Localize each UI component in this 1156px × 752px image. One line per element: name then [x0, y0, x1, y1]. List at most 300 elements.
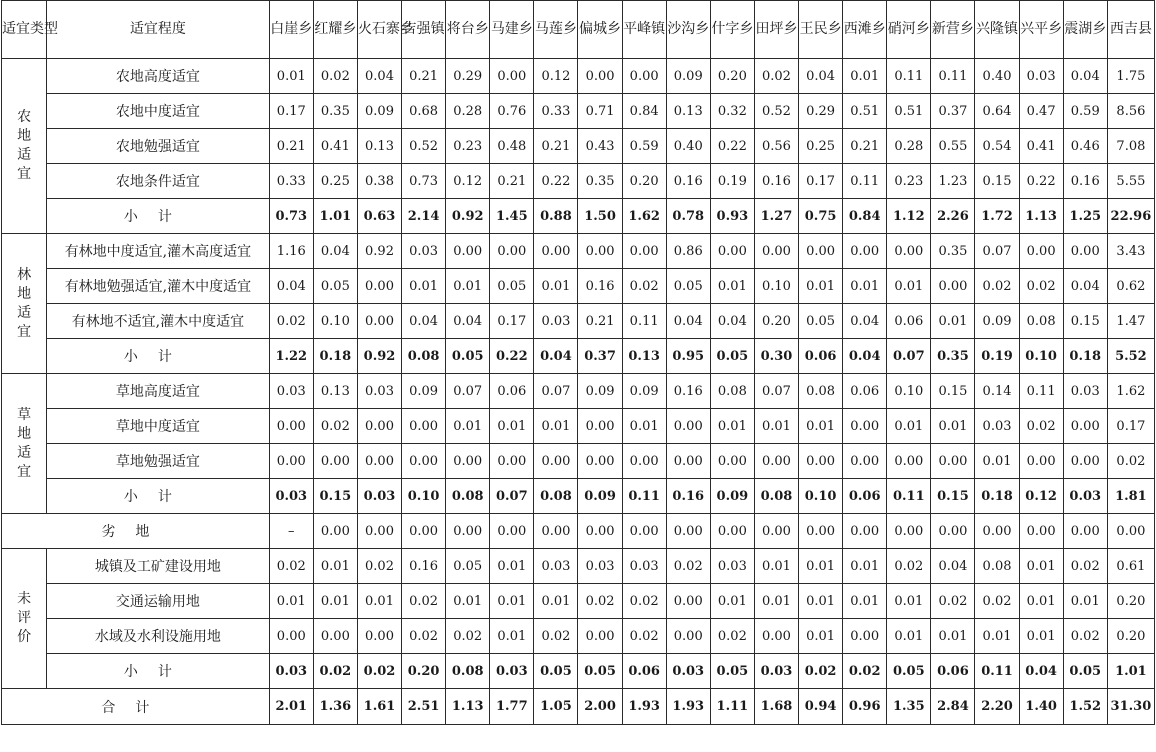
value-cell: 0.84 [622, 94, 666, 129]
value-cell: 0.02 [975, 584, 1019, 619]
value-cell: 7.08 [1107, 129, 1154, 164]
value-cell: 0.09 [710, 479, 754, 514]
value-cell: 0.33 [534, 94, 578, 129]
value-cell: 0.10 [887, 374, 931, 409]
level-label: 农地勉强适宜 [47, 129, 270, 164]
value-cell: 0.02 [931, 584, 975, 619]
value-cell: 0.02 [666, 549, 710, 584]
value-cell: 0.02 [975, 269, 1019, 304]
subtotal-label-text: 小计 [123, 349, 192, 365]
value-cell: 0.22 [490, 339, 534, 374]
value-cell: 0.95 [666, 339, 710, 374]
value-cell: 0.54 [975, 129, 1019, 164]
value-cell: 0.01 [887, 409, 931, 444]
value-cell: 0.17 [490, 304, 534, 339]
value-cell: 0.37 [931, 94, 975, 129]
value-cell: 0.00 [1019, 234, 1063, 269]
value-cell: 0.00 [666, 584, 710, 619]
value-cell: 0.01 [622, 409, 666, 444]
town-header: 王民乡 [799, 1, 843, 59]
value-cell: 0.00 [666, 409, 710, 444]
value-cell: 1.01 [1107, 654, 1154, 689]
value-cell: 0.00 [1019, 514, 1063, 549]
value-cell: 0.04 [843, 304, 887, 339]
value-cell: 0.76 [490, 94, 534, 129]
value-cell: 0.03 [666, 654, 710, 689]
type-label [2, 549, 47, 689]
value-cell: 1.36 [313, 689, 357, 725]
value-cell: 0.02 [799, 654, 843, 689]
value-cell: 0.61 [1107, 549, 1154, 584]
value-cell: 0.10 [799, 479, 843, 514]
value-cell: 0.13 [357, 129, 401, 164]
value-cell: 0.00 [843, 514, 887, 549]
level-label: 有林地勉强适宜,灌木中度适宜 [47, 269, 270, 304]
value-cell: 0.01 [975, 444, 1019, 479]
value-cell: 0.21 [534, 129, 578, 164]
subtotal-row [2, 339, 1155, 374]
inferior-row [2, 514, 1155, 549]
value-cell: 0.04 [313, 234, 357, 269]
value-cell: 0.02 [313, 654, 357, 689]
table-row [2, 584, 1155, 619]
value-cell: 0.08 [446, 479, 490, 514]
level-label: 水域及水利设施用地 [47, 619, 270, 654]
town-header: 白崖乡 [269, 1, 313, 59]
value-cell: 0.10 [1019, 339, 1063, 374]
value-cell: 0.96 [843, 689, 887, 725]
value-cell: 0.04 [666, 304, 710, 339]
value-cell: 0.35 [931, 339, 975, 374]
value-cell: 0.01 [313, 549, 357, 584]
value-cell: 0.04 [1063, 269, 1107, 304]
value-cell: 0.05 [490, 269, 534, 304]
value-cell: 0.00 [1063, 444, 1107, 479]
table-body [2, 59, 1155, 725]
value-cell: 0.00 [799, 514, 843, 549]
value-cell: 0.03 [1063, 479, 1107, 514]
value-cell: 0.03 [269, 479, 313, 514]
value-cell: 0.18 [975, 479, 1019, 514]
town-header: 将台乡 [446, 1, 490, 59]
town-header: 平峰镇 [622, 1, 666, 59]
value-cell: 0.11 [931, 59, 975, 94]
value-cell: 0.07 [975, 234, 1019, 269]
value-cell: 1.47 [1107, 304, 1154, 339]
value-cell: 0.01 [710, 269, 754, 304]
table-row [2, 444, 1155, 479]
value-cell: 0.00 [843, 444, 887, 479]
value-cell: 0.00 [666, 444, 710, 479]
value-cell: 1.25 [1063, 199, 1107, 234]
value-cell: 0.01 [1019, 549, 1063, 584]
value-cell: 0.00 [710, 234, 754, 269]
value-cell: 0.00 [357, 514, 401, 549]
value-cell: 0.41 [1019, 129, 1063, 164]
value-cell: 1.16 [269, 234, 313, 269]
value-cell: 0.22 [1019, 164, 1063, 199]
value-cell: 0.21 [490, 164, 534, 199]
value-cell: 0.03 [622, 549, 666, 584]
value-cell: 0.11 [1019, 374, 1063, 409]
value-cell: 0.00 [402, 444, 446, 479]
value-cell: 0.01 [1019, 619, 1063, 654]
subtotal-label [47, 479, 270, 514]
value-cell: 0.01 [887, 619, 931, 654]
value-cell: 0.15 [931, 374, 975, 409]
value-cell: 0.01 [799, 409, 843, 444]
value-cell: 0.00 [313, 619, 357, 654]
level-label: 草地高度适宜 [47, 374, 270, 409]
value-cell: 0.01 [843, 59, 887, 94]
table-row [2, 619, 1155, 654]
value-cell: 0.88 [534, 199, 578, 234]
value-cell: 0.04 [357, 59, 401, 94]
total-label [2, 689, 270, 725]
value-cell: 0.09 [578, 479, 622, 514]
value-cell: 0.00 [578, 234, 622, 269]
value-cell: 0.01 [710, 584, 754, 619]
value-cell: 0.52 [754, 94, 798, 129]
value-cell: 0.04 [799, 59, 843, 94]
value-cell: 0.00 [975, 514, 1019, 549]
value-cell: 1.61 [357, 689, 401, 725]
suitability-table [1, 0, 1155, 725]
subtotal-label-text: 小计 [123, 209, 192, 225]
value-cell: 1.68 [754, 689, 798, 725]
value-cell: – [269, 514, 313, 549]
value-cell: 0.33 [269, 164, 313, 199]
value-cell: 0.01 [446, 269, 490, 304]
value-cell: 0.35 [931, 234, 975, 269]
subtotal-row [2, 199, 1155, 234]
value-cell: 0.06 [622, 654, 666, 689]
value-cell: 0.01 [269, 59, 313, 94]
value-cell: 0.11 [622, 304, 666, 339]
town-header: 偏城乡 [578, 1, 622, 59]
value-cell: 0.02 [710, 619, 754, 654]
value-cell: 0.00 [1063, 514, 1107, 549]
value-cell: 0.00 [622, 59, 666, 94]
value-cell: 0.05 [446, 549, 490, 584]
value-cell: 1.93 [622, 689, 666, 725]
value-cell: 2.14 [402, 199, 446, 234]
value-cell: 0.40 [666, 129, 710, 164]
subtotal-row [2, 479, 1155, 514]
value-cell: 1.52 [1063, 689, 1107, 725]
value-cell: 0.13 [666, 94, 710, 129]
value-cell: 0.00 [887, 234, 931, 269]
value-cell: 0.63 [357, 199, 401, 234]
level-label: 有林地不适宜,灌木中度适宜 [47, 304, 270, 339]
value-cell: 0.18 [1063, 339, 1107, 374]
value-cell: 0.02 [402, 619, 446, 654]
value-cell: 22.96 [1107, 199, 1154, 234]
value-cell: 0.09 [666, 59, 710, 94]
value-cell: 0.02 [843, 654, 887, 689]
value-cell: 0.40 [975, 59, 1019, 94]
value-cell: 1.22 [269, 339, 313, 374]
value-cell: 0.51 [887, 94, 931, 129]
town-header: 火石寨乡 [357, 1, 401, 59]
value-cell: 0.23 [446, 129, 490, 164]
value-cell: 1.11 [710, 689, 754, 725]
value-cell: 0.03 [534, 549, 578, 584]
value-cell: 0.21 [843, 129, 887, 164]
table-row [2, 304, 1155, 339]
value-cell: 0.00 [534, 234, 578, 269]
town-header: 马建乡 [490, 1, 534, 59]
value-cell: 0.32 [710, 94, 754, 129]
value-cell: 0.02 [313, 59, 357, 94]
value-cell: 0.00 [754, 444, 798, 479]
value-cell: 0.05 [887, 654, 931, 689]
value-cell: 0.35 [578, 164, 622, 199]
value-cell: 0.11 [622, 479, 666, 514]
value-cell: 0.11 [975, 654, 1019, 689]
value-cell: 0.00 [357, 444, 401, 479]
value-cell: 0.01 [799, 549, 843, 584]
value-cell: 0.01 [931, 409, 975, 444]
value-cell: 0.03 [1019, 59, 1063, 94]
value-cell: 0.01 [710, 409, 754, 444]
value-cell: 0.62 [1107, 269, 1154, 304]
value-cell: 0.92 [357, 339, 401, 374]
value-cell: 0.93 [710, 199, 754, 234]
value-cell: 0.06 [799, 339, 843, 374]
value-cell: 0.02 [622, 269, 666, 304]
value-cell: 0.19 [975, 339, 1019, 374]
total-row [2, 689, 1155, 725]
town-header: 新营乡 [931, 1, 975, 59]
value-cell: 0.29 [799, 94, 843, 129]
value-cell: 0.41 [313, 129, 357, 164]
value-cell: 0.35 [313, 94, 357, 129]
value-cell: 1.13 [446, 689, 490, 725]
value-cell: 5.55 [1107, 164, 1154, 199]
value-cell: 0.00 [887, 444, 931, 479]
value-cell: 1.12 [887, 199, 931, 234]
value-cell: 0.00 [357, 409, 401, 444]
value-cell: 0.05 [710, 339, 754, 374]
value-cell: 0.00 [402, 514, 446, 549]
value-cell: 1.93 [666, 689, 710, 725]
value-cell: 0.02 [1107, 444, 1154, 479]
value-cell: 0.00 [490, 234, 534, 269]
subtotal-label-text: 小计 [123, 489, 192, 505]
value-cell: 0.00 [754, 514, 798, 549]
town-header: 兴平乡 [1019, 1, 1063, 59]
value-cell: 0.00 [313, 514, 357, 549]
value-cell: 0.55 [931, 129, 975, 164]
value-cell: 0.01 [843, 584, 887, 619]
value-cell: 0.05 [578, 654, 622, 689]
value-cell: 0.64 [975, 94, 1019, 129]
value-cell: 0.21 [578, 304, 622, 339]
value-cell: 0.73 [269, 199, 313, 234]
value-cell: 0.12 [534, 59, 578, 94]
value-cell: 0.25 [799, 129, 843, 164]
value-cell: 0.01 [402, 269, 446, 304]
value-cell: 1.23 [931, 164, 975, 199]
value-cell: 0.00 [578, 619, 622, 654]
value-cell: 1.13 [1019, 199, 1063, 234]
table-row [2, 94, 1155, 129]
value-cell: 1.01 [313, 199, 357, 234]
value-cell: 0.48 [490, 129, 534, 164]
value-cell: 0.05 [1063, 654, 1107, 689]
value-cell: 0.71 [578, 94, 622, 129]
town-header: 西滩乡 [843, 1, 887, 59]
value-cell: 0.01 [931, 304, 975, 339]
value-cell: 2.00 [578, 689, 622, 725]
value-cell: 0.00 [931, 269, 975, 304]
value-cell: 0.00 [446, 234, 490, 269]
value-cell: 0.03 [269, 374, 313, 409]
value-cell: 0.02 [1019, 409, 1063, 444]
value-cell: 2.26 [931, 199, 975, 234]
value-cell: 0.84 [843, 199, 887, 234]
value-cell: 0.03 [578, 549, 622, 584]
value-cell: 0.75 [799, 199, 843, 234]
value-cell: 0.01 [1019, 584, 1063, 619]
value-cell: 0.17 [269, 94, 313, 129]
level-label: 交通运输用地 [47, 584, 270, 619]
value-cell: 0.00 [843, 619, 887, 654]
value-cell: 1.81 [1107, 479, 1154, 514]
type-label [2, 59, 47, 234]
value-cell: 0.01 [534, 584, 578, 619]
value-cell: 0.01 [490, 409, 534, 444]
subtotal-label [47, 654, 270, 689]
value-cell: 0.03 [710, 549, 754, 584]
value-cell: 0.06 [843, 479, 887, 514]
value-cell: 0.02 [357, 654, 401, 689]
value-cell: 0.16 [754, 164, 798, 199]
value-cell: 1.62 [1107, 374, 1154, 409]
value-cell: 0.01 [490, 549, 534, 584]
value-cell: 0.08 [402, 339, 446, 374]
value-cell: 0.20 [1107, 619, 1154, 654]
value-cell: 0.16 [666, 479, 710, 514]
type-label-text: 林地适宜 [17, 266, 32, 340]
value-cell: 0.00 [578, 59, 622, 94]
value-cell: 0.56 [754, 129, 798, 164]
value-cell: 0.01 [799, 584, 843, 619]
value-cell: 0.00 [1107, 514, 1154, 549]
type-label-text: 农地适宜 [17, 109, 32, 182]
value-cell: 0.01 [754, 584, 798, 619]
value-cell: 0.16 [402, 549, 446, 584]
value-cell: 0.03 [357, 374, 401, 409]
value-cell: 0.00 [666, 514, 710, 549]
value-cell: 0.01 [754, 549, 798, 584]
value-cell: 0.15 [931, 479, 975, 514]
town-header: 红耀乡 [313, 1, 357, 59]
value-cell: 0.00 [622, 444, 666, 479]
table-row [2, 164, 1155, 199]
town-header: 什字乡 [710, 1, 754, 59]
value-cell: 0.59 [1063, 94, 1107, 129]
value-cell: 0.22 [710, 129, 754, 164]
value-cell: 0.02 [887, 549, 931, 584]
value-cell: 0.02 [269, 549, 313, 584]
value-cell: 0.00 [490, 59, 534, 94]
value-cell: 0.01 [799, 619, 843, 654]
value-cell: 0.00 [710, 514, 754, 549]
value-cell: 0.02 [446, 619, 490, 654]
value-cell: 0.01 [843, 269, 887, 304]
town-header: 马莲乡 [534, 1, 578, 59]
value-cell: 0.23 [887, 164, 931, 199]
value-cell: 1.05 [534, 689, 578, 725]
value-cell: 0.00 [931, 514, 975, 549]
value-cell: 0.04 [1063, 59, 1107, 94]
value-cell: 0.20 [622, 164, 666, 199]
value-cell: 0.08 [754, 479, 798, 514]
value-cell: 0.10 [402, 479, 446, 514]
value-cell: 0.03 [975, 409, 1019, 444]
value-cell: 0.14 [975, 374, 1019, 409]
value-cell: 0.00 [446, 444, 490, 479]
value-cell: 0.01 [754, 409, 798, 444]
value-cell: 0.00 [843, 409, 887, 444]
value-cell: 1.45 [490, 199, 534, 234]
value-cell: 0.30 [754, 339, 798, 374]
inferior-label-text: 劣地 [101, 524, 170, 540]
value-cell: 0.03 [357, 479, 401, 514]
value-cell: 0.02 [357, 549, 401, 584]
value-cell: 0.03 [402, 234, 446, 269]
value-cell: 3.43 [1107, 234, 1154, 269]
value-cell: 0.25 [313, 164, 357, 199]
value-cell: 0.05 [446, 339, 490, 374]
value-cell: 0.17 [1107, 409, 1154, 444]
value-cell: 0.07 [887, 339, 931, 374]
value-cell: 0.04 [1019, 654, 1063, 689]
value-cell: 0.16 [666, 374, 710, 409]
value-cell: 0.00 [887, 514, 931, 549]
value-cell: 8.56 [1107, 94, 1154, 129]
value-cell: 0.04 [534, 339, 578, 374]
value-cell: 0.08 [975, 549, 1019, 584]
value-cell: 0.02 [269, 304, 313, 339]
level-label: 有林地中度适宜,灌木高度适宜 [47, 234, 270, 269]
value-cell: 0.01 [490, 619, 534, 654]
value-cell: 0.07 [754, 374, 798, 409]
table-row [2, 59, 1155, 94]
value-cell: 0.01 [313, 584, 357, 619]
value-cell: 0.21 [269, 129, 313, 164]
value-cell: 0.00 [754, 234, 798, 269]
subtotal-label [47, 199, 270, 234]
town-header: 震湖乡 [1063, 1, 1107, 59]
value-cell: 0.04 [446, 304, 490, 339]
town-header: 西吉县 [1107, 1, 1154, 59]
value-cell: 1.27 [754, 199, 798, 234]
value-cell: 1.62 [622, 199, 666, 234]
value-cell: 0.01 [887, 584, 931, 619]
value-cell: 0.02 [1063, 619, 1107, 654]
value-cell: 0.92 [446, 199, 490, 234]
type-column-header: 适宜类型 [2, 1, 47, 59]
value-cell: 0.51 [843, 94, 887, 129]
value-cell: 0.29 [446, 59, 490, 94]
value-cell: 0.86 [666, 234, 710, 269]
value-cell: 0.08 [710, 374, 754, 409]
value-cell: 0.00 [490, 444, 534, 479]
value-cell: 0.16 [1063, 164, 1107, 199]
